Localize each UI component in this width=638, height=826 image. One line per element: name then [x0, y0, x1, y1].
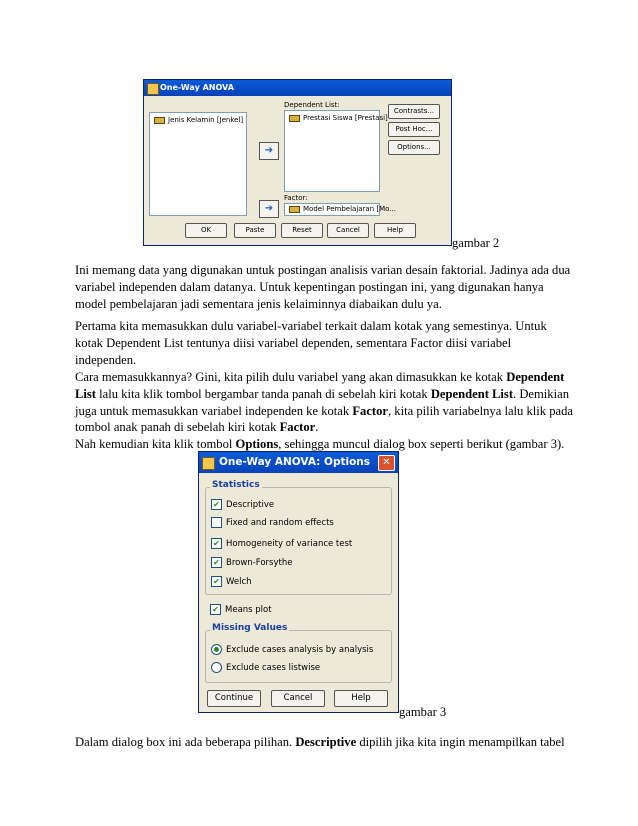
paragraph: Ini memang data yang digunakan untuk postingan analisis varian desain faktorial. Jadinya ada dua variabel independen dalam datanya. Untuk kepentingan postingan ini, yang digunakan hanya model pembelajaran jadi sementara jenis kelaiminnya diabaikan dulu ya. — [75, 263, 571, 311]
cancel-button[interactable]: Cancel — [271, 690, 325, 707]
close-icon[interactable]: ✕ — [378, 455, 395, 471]
options-button[interactable]: Options... — [388, 140, 440, 155]
paragraph: Cara memasukkannya? Gini, kita pilih dulu variabel yang akan dimasukkan ke kotak Dependent List lalu kita klik tombol bergambar tanda panah di sebelah kiri kotak Dependent List. Demikian juga untuk memasukkan variabel independen ke kotak Factor, kita pilih variabelnya lalu klik pada tombol anak panah di sebelah kiri kotak Factor. — [75, 370, 574, 435]
statistics-group — [205, 480, 392, 595]
dependent-list-box[interactable] — [284, 110, 388, 192]
contrasts-button[interactable]: Contrasts... — [388, 104, 440, 119]
exclude-listwise-radio[interactable]: Exclude cases listwise — [211, 662, 320, 673]
means-plot-checkbox[interactable]: ✔ Means plot — [210, 604, 272, 615]
reset-button[interactable]: Reset — [281, 223, 323, 238]
cancel-button[interactable]: Cancel — [327, 223, 369, 238]
missing-values-group — [205, 623, 392, 683]
help-button[interactable]: Help — [334, 690, 388, 707]
homogeneity-checkbox[interactable]: ✔ Homogeneity of variance test — [211, 538, 352, 549]
factor-label: Factor: — [284, 194, 308, 202]
continue-button[interactable]: Continue — [207, 690, 261, 707]
checkmark-icon: ✔ — [210, 604, 221, 615]
spss-app-icon — [147, 83, 159, 95]
paragraph: Nah kemudian kita klik tombol Options, sehingga muncul dialog box seperti berikut (gambar 3). — [75, 437, 565, 451]
checkmark-icon: ✔ — [211, 538, 222, 549]
list-item[interactable]: Prestasi Siswa [Prestasi] — [289, 114, 388, 122]
one-way-anova-dialog — [143, 79, 452, 246]
figure-caption: gambar 2 — [452, 236, 500, 250]
checkmark-icon: ✔ — [211, 576, 222, 587]
help-button[interactable]: Help — [374, 223, 416, 238]
exclude-analysis-radio[interactable]: Exclude cases analysis by analysis — [211, 644, 373, 655]
spss-app-icon — [202, 457, 215, 470]
scale-variable-icon — [154, 117, 165, 124]
factor-box[interactable] — [284, 203, 396, 216]
paste-button[interactable]: Paste — [234, 223, 276, 238]
anova-options-dialog — [198, 451, 399, 713]
figure-caption: gambar 3 — [399, 705, 447, 719]
dialog-title: One-Way ANOVA — [160, 83, 234, 92]
descriptive-checkbox[interactable]: ✔ Descriptive — [211, 499, 274, 510]
paragraph: Pertama kita memasukkan dulu variabel-variabel terkait dalam kotak yang semestinya. Untuk kotak Dependent List tentunya diisi variabel dependen, sementara Factor diisi variabel independen. — [75, 319, 547, 367]
scale-variable-icon — [289, 206, 300, 213]
brown-forsythe-checkbox[interactable]: ✔ Brown-Forsythe — [211, 557, 292, 568]
list-item[interactable]: Model Pembelajaran [Mo... — [289, 205, 396, 213]
move-to-factor-arrow-button[interactable]: ➔ — [259, 200, 279, 218]
fixed-random-effects-checkbox[interactable]: Fixed and random effects — [211, 517, 334, 528]
post-hoc-button[interactable]: Post Hoc... — [388, 122, 440, 137]
paragraph: Dalam dialog box ini ada beberapa pilihan. Descriptive dipilih jika kita ingin menampilkan tabel — [75, 735, 565, 749]
scale-variable-icon — [289, 115, 300, 122]
variable-source-list[interactable] — [149, 112, 247, 216]
list-item[interactable]: Jenis Kelamin [Jenkel] — [154, 116, 243, 124]
statistics-label: Statistics — [212, 480, 260, 490]
dialog-title: One-Way ANOVA: Options — [219, 456, 371, 468]
dialog-titlebar — [199, 452, 398, 473]
dialog-titlebar — [144, 80, 451, 96]
welch-checkbox[interactable]: ✔ Welch — [211, 576, 252, 587]
missing-values-label: Missing Values — [212, 623, 288, 633]
dependent-list-label: Dependent List: — [284, 101, 340, 109]
checkmark-icon: ✔ — [211, 557, 222, 568]
checkmark-icon: ✔ — [211, 499, 222, 510]
move-to-dependent-arrow-button[interactable]: ➔ — [259, 142, 279, 160]
ok-button[interactable]: OK — [185, 223, 227, 238]
